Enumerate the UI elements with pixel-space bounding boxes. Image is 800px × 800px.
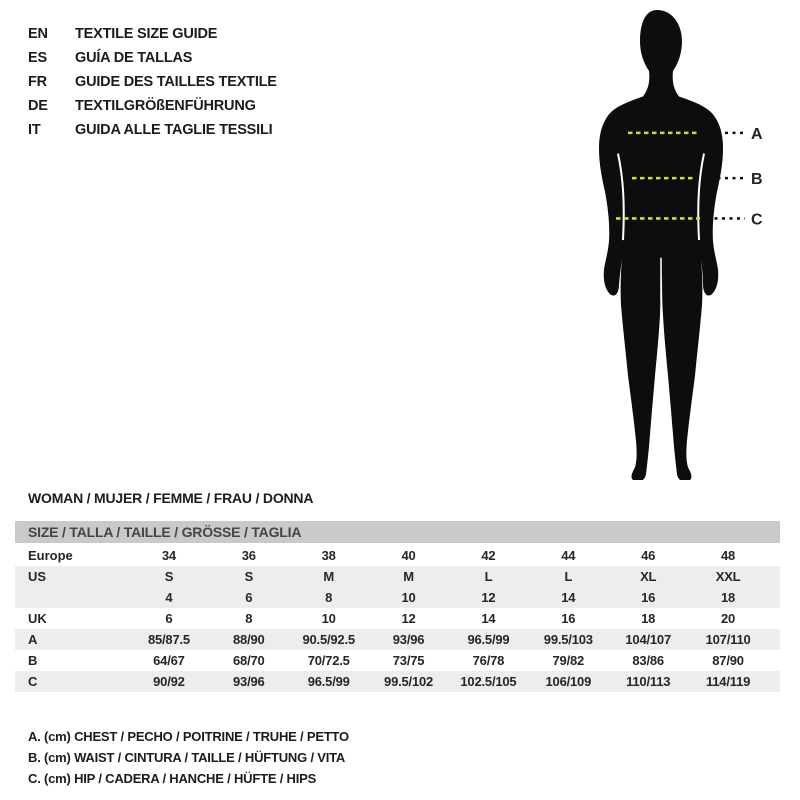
legend-line: C. (cm) HIP / CADERA / HANCHE / HÜFTE / HIPS [28, 771, 317, 786]
size-cell: 12 [401, 611, 416, 626]
size-row-label: Europe [28, 548, 73, 563]
language-code: EN [28, 26, 48, 42]
legend-line: B. (cm) WAIST / CINTURA / TAILLE / HÜFTUNG / VITA [28, 750, 346, 765]
size-cell: 96.5/99 [307, 674, 350, 689]
size-cell: L [484, 569, 493, 584]
size-table-row [15, 629, 780, 650]
language-code: ES [28, 50, 47, 66]
size-cell: 34 [161, 548, 176, 563]
language-code: IT [28, 122, 41, 138]
size-cell: 44 [561, 548, 576, 563]
woman-silhouette [599, 10, 723, 480]
language-code: DE [28, 98, 48, 114]
size-cell: 20 [721, 611, 736, 626]
size-table-row [15, 650, 780, 671]
size-cell: 14 [481, 611, 496, 626]
size-cell: 70/72.5 [307, 653, 350, 668]
size-cell: S [164, 569, 174, 584]
size-cell: 110/113 [626, 674, 671, 689]
size-cell: 6 [165, 611, 173, 626]
size-cell: 6 [245, 590, 253, 605]
size-cell: 76/78 [472, 653, 505, 668]
size-cell: 73/75 [392, 653, 425, 668]
size-cell: 85/87.5 [147, 632, 190, 647]
language-title: GUIDA ALLE TAGLIE TESSILI [75, 122, 273, 138]
size-cell: 93/96 [233, 674, 265, 689]
size-table-row [15, 608, 780, 629]
size-cell: 10 [321, 611, 336, 626]
size-table [15, 521, 780, 692]
size-cell: 107/110 [705, 632, 751, 647]
size-cell: 99.5/102 [384, 674, 434, 689]
language-row [28, 70, 277, 94]
size-cell: 36 [241, 548, 256, 563]
size-cell: 68/70 [233, 653, 265, 668]
size-row-label: C [28, 674, 38, 689]
size-cell: 4 [165, 590, 173, 605]
size-cell: 79/82 [552, 653, 585, 668]
size-cell: 12 [481, 590, 496, 605]
size-cell: 48 [721, 548, 736, 563]
measurement-legend [28, 726, 349, 789]
size-cell: 18 [721, 590, 736, 605]
language-title: TEXTILE SIZE GUIDE [75, 26, 218, 42]
size-cell: 99.5/103 [543, 632, 593, 647]
size-table-row [15, 587, 780, 608]
size-cell: 8 [245, 611, 253, 626]
size-cell: 42 [481, 548, 496, 563]
marker-label-a: A [751, 125, 763, 143]
language-row [28, 118, 277, 142]
size-cell: L [564, 569, 573, 584]
size-row-label: A [28, 632, 38, 647]
size-cell: 102.5/105 [460, 674, 517, 689]
size-cell: 8 [325, 590, 333, 605]
size-cell: 83/86 [632, 653, 664, 668]
language-row [28, 46, 277, 70]
marker-label-c: C [751, 211, 763, 229]
size-cell: 87/90 [712, 653, 744, 668]
size-cell: M [323, 569, 334, 584]
legend-line: A. (cm) CHEST / PECHO / POITRINE / TRUHE / PETTO [28, 729, 349, 744]
size-cell: 96.5/99 [467, 632, 510, 647]
size-table-header: SIZE / TALLA / TAILLE / GRÖSSE / TAGLIA [15, 521, 780, 543]
size-table-row [15, 671, 780, 692]
language-title: TEXTILGRÖßENFÜHRUNG [75, 98, 256, 114]
size-cell: M [403, 569, 414, 584]
size-cell: 114/119 [705, 674, 751, 689]
size-cell: S [244, 569, 254, 584]
size-cell: 46 [641, 548, 656, 563]
language-title: GUÍA DE TALLAS [75, 50, 193, 66]
language-title: GUIDE DES TAILLES TEXTILE [75, 74, 277, 90]
woman-silhouette-figure [595, 8, 800, 480]
size-cell: 90.5/92.5 [302, 632, 355, 647]
size-cell: 38 [321, 548, 336, 563]
size-row-label: US [28, 569, 47, 584]
marker-label-b: B [751, 171, 763, 188]
size-cell: 64/67 [153, 653, 185, 668]
language-row [28, 94, 277, 118]
language-code: FR [28, 74, 47, 90]
size-table-row [15, 545, 780, 566]
size-cell: 16 [561, 611, 576, 626]
size-cell: 90/92 [153, 674, 185, 689]
section-title-woman: WOMAN / MUJER / FEMME / FRAU / DONNA [28, 490, 314, 506]
size-cell: 93/96 [392, 632, 425, 647]
size-cell: XXL [715, 569, 741, 584]
size-cell: 88/90 [233, 632, 265, 647]
size-cell: 14 [561, 590, 576, 605]
size-cell: 106/109 [545, 674, 592, 689]
language-title-list [28, 22, 277, 142]
language-row [28, 22, 277, 46]
size-cell: 104/107 [625, 632, 671, 647]
size-row-label: UK [28, 611, 47, 626]
size-cell: 10 [401, 590, 416, 605]
size-cell: 40 [401, 548, 416, 563]
size-row-label: B [28, 653, 38, 668]
size-cell: 18 [641, 611, 656, 626]
size-cell: XL [640, 569, 657, 584]
size-table-row [15, 566, 780, 587]
size-cell: 16 [641, 590, 656, 605]
